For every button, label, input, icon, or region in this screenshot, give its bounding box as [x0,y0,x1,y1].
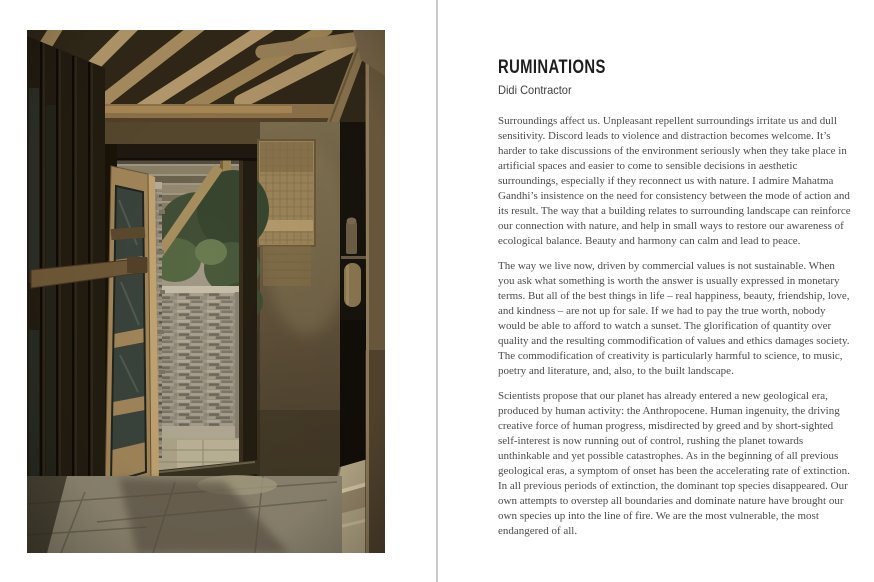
article-title: RUMINATIONS [498,57,606,78]
photo-vignette [27,30,385,553]
paragraph-2: The way we live now, driven by commercial values is not sustainable. When you ask what something is worth the answer is usually expressed in monetary terms. But all of the best things in life – real happiness, beauty, friendship, love, and kindness – are not up for sale. If we had to pay the true worth, nobody would be able to afford to watch a sunset. The glorification of quantity over quality and the resulting commodification of values and ethics damages society. The commodification of creativity is particularly harmful to science, to music, poetry and literature, and, also, to the built landscape. [498,260,850,377]
paragraph-1: Surroundings affect us. Unpleasant repellent surroundings irritate us and dull sensitivity. Discord leads to violence and distraction becomes welcome. It’s harder to take discussions of the environment seriously when they take place in artificial spaces and easier to come to sensible decisions in aesthetic surroundings, especially if they reconnect us with nature. I admire Mahatma Gandhi’s insistence on the need for consistency between the mode of action and its result. The way that a building relates to surrounding landscape can reinforce our connection with nature, and help in small ways to restore our awareness of ecological balance. Beauty and harmony can calm and lead to peace. [498,115,851,247]
paragraph-3: Scientists propose that our planet has already entered a new geological era, produced by human activity: the Anthropocene. Human ingenuity, the driving creative force of human progress, misdirected by greed and by short-sighted self-interest is now running out of control, rushing the planet towards unthinkable and yet possible catastrophes. As in the beginning of all previous geological eras, a symptom of onset has been the accelerating rate of extinction. In all previous periods of extinction, the dominant top species disappeared. Our own attempts to overstep all boundaries and dominate nature have brought our own species up into the line of fire. We are the most vulnerable, the most endangered of all. [498,390,850,537]
doorway-photo-art [27,30,385,553]
article-author: Didi Contractor [498,83,572,97]
doorway-photo [27,30,385,553]
page-gutter-divider [436,0,438,582]
article-body [498,114,854,539]
article-page [498,57,854,549]
